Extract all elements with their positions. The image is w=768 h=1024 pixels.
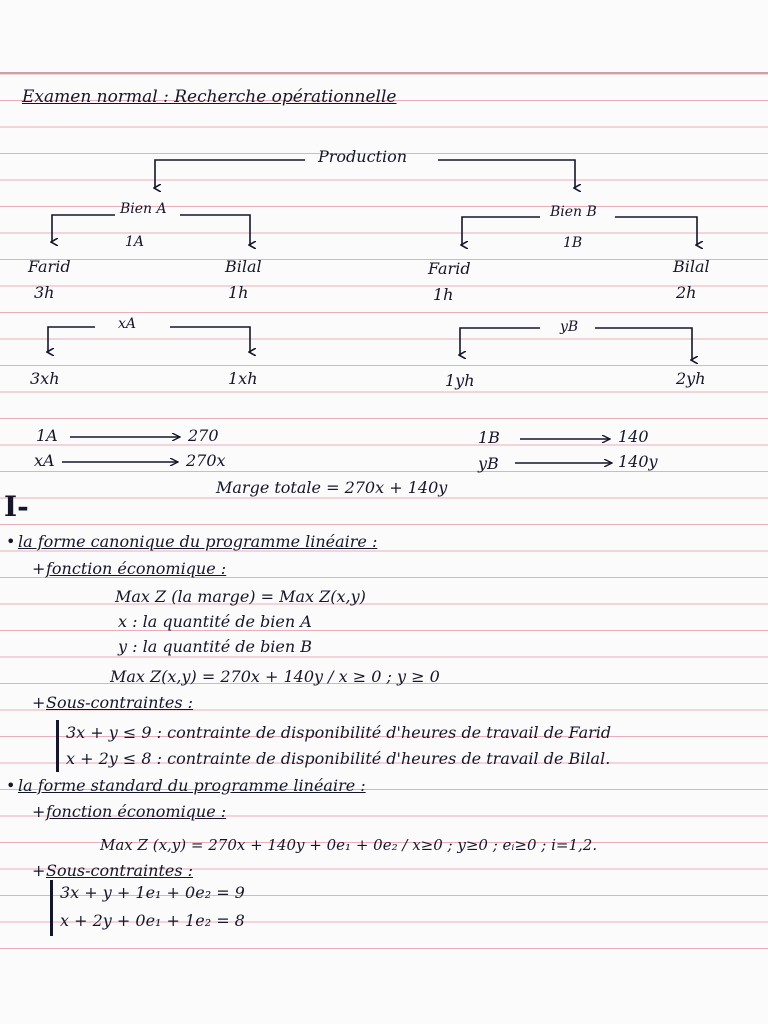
b-left-hours: 1h	[433, 285, 454, 304]
a-right-var: 1xh	[228, 369, 258, 388]
margin-xa-to: 270x	[186, 451, 226, 470]
canonical-bullet: •	[6, 532, 16, 551]
branch-b-left	[462, 217, 540, 245]
branch-yb-right	[595, 328, 692, 360]
b-left-var: 1yh	[445, 371, 475, 390]
margin-1a-from: 1A	[36, 426, 58, 445]
canonical-line-1: Max Z (la marge) = Max Z(x,y)	[115, 587, 366, 606]
standard-bullet: •	[6, 776, 16, 795]
branch-b-right	[615, 217, 697, 245]
margin-1b-from: 1B	[478, 428, 500, 447]
canonical-line-4: Max Z(x,y) = 270x + 140y / x ≥ 0 ; y ≥ 0	[110, 667, 440, 686]
standard-fn: Max Z (x,y) = 270x + 140y + 0e₁ + 0e₂ / x≥0 ; y≥0 ; eᵢ≥0 ; i=1,2.	[100, 836, 598, 854]
margin-yb-to: 140y	[618, 452, 658, 471]
a-var-label: xA	[118, 316, 137, 332]
standard-constraints-brace	[50, 880, 53, 936]
canonical-constraints-brace	[56, 720, 59, 772]
bien-a-label: Bien A	[120, 201, 167, 217]
canonical-fn-heading: fonction économique :	[46, 559, 227, 578]
b-right-hours: 2h	[676, 283, 697, 302]
bien-a-unit-label: 1A	[125, 234, 145, 250]
canonical-sc-heading: Sous-contraintes :	[46, 693, 194, 712]
branch-xa-right	[170, 327, 250, 352]
branch-root-b	[438, 160, 575, 188]
a-left-name: Farid	[28, 257, 71, 276]
standard-heading: la forme standard du programme linéaire :	[18, 776, 366, 795]
page-title: Examen normal : Recherche opérationnelle	[22, 87, 397, 107]
standard-sc-plus: +	[32, 861, 46, 880]
standard-constraint-1: 3x + y + 1e₁ + 0e₂ = 9	[60, 883, 245, 902]
standard-constraint-2: x + 2y + 0e₁ + 1e₂ = 8	[60, 911, 245, 930]
b-right-name: Bilal	[673, 257, 710, 276]
branch-root-a	[155, 160, 305, 188]
branch-xa-left	[48, 327, 95, 352]
standard-fn-heading: fonction économique :	[46, 802, 227, 821]
b-left-name: Farid	[428, 259, 471, 278]
branch-a-left	[52, 215, 115, 242]
a-right-name: Bilal	[225, 257, 262, 276]
canonical-line-3: y : la quantité de bien B	[118, 637, 313, 656]
canonical-constraint-2: x + 2y ≤ 8 : contrainte de disponibilité d'heures de travail de Bilal.	[66, 749, 611, 768]
section-number: I-	[4, 490, 29, 523]
a-left-hours: 3h	[34, 283, 55, 302]
standard-fn-plus: +	[32, 802, 46, 821]
b-right-var: 2yh	[676, 369, 706, 388]
margin-1a-to: 270	[188, 426, 219, 445]
branch-a-right	[180, 215, 250, 245]
canonical-heading: la forme canonique du programme linéaire :	[18, 532, 378, 551]
margin-yb-from: yB	[478, 454, 499, 473]
bien-b-unit-label: 1B	[563, 235, 583, 251]
standard-sc-heading: Sous-contraintes :	[46, 861, 194, 880]
bien-b-label: Bien B	[550, 204, 597, 220]
canonical-line-2: x : la quantité de bien A	[118, 612, 312, 631]
a-left-var: 3xh	[30, 369, 60, 388]
margin-xa-from: xA	[34, 451, 55, 470]
tree-root-label: Production	[318, 147, 408, 166]
canonical-constraint-1: 3x + y ≤ 9 : contrainte de disponibilité d'heures de travail de Farid	[66, 723, 612, 742]
b-var-label: yB	[560, 319, 579, 335]
margin-1b-to: 140	[618, 427, 649, 446]
canonical-fn-plus: +	[32, 559, 46, 578]
canonical-sc-plus: +	[32, 693, 46, 712]
margin-total: Marge totale = 270x + 140y	[216, 478, 448, 497]
a-right-hours: 1h	[228, 283, 249, 302]
branch-yb-left	[460, 328, 540, 355]
